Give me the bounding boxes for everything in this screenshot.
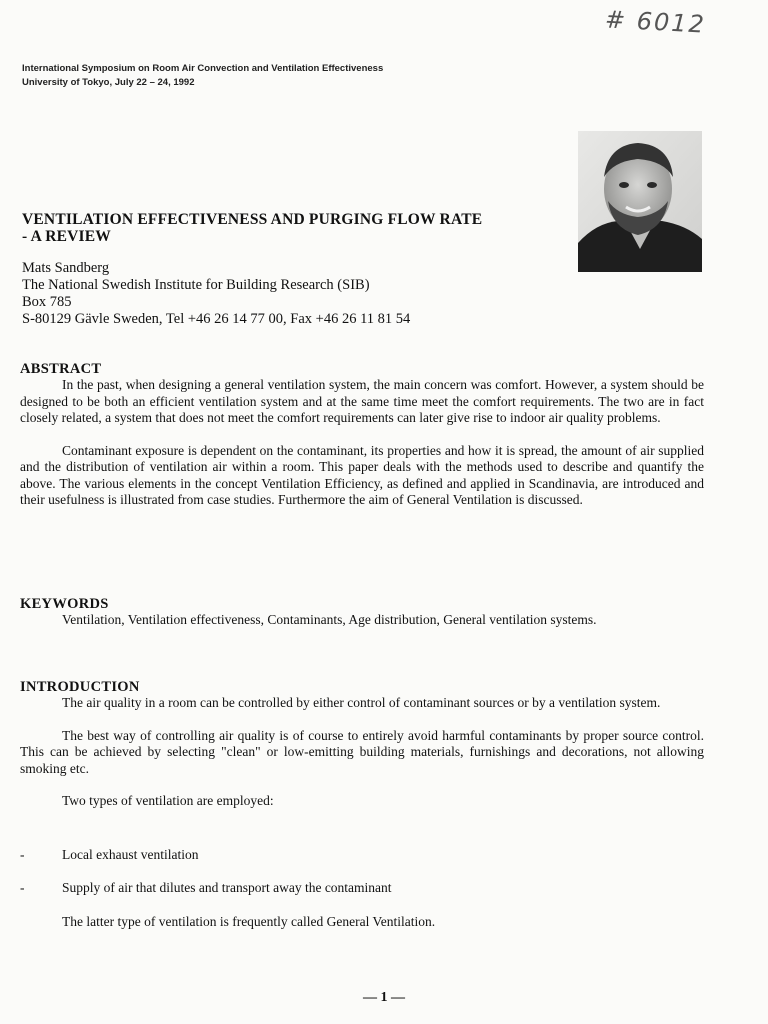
author-name: Mats Sandberg <box>22 260 110 276</box>
abstract-section <box>20 361 704 509</box>
list-item-supply-air: Supply of air that dilutes and transport away the contaminant <box>62 880 392 895</box>
page-number: — 1 — <box>363 990 405 1005</box>
author-address: S-80129 Gävle Sweden, Tel +46 26 14 77 00, Fax +46 26 11 81 54 <box>22 311 411 327</box>
introduction-paragraph-1: The air quality in a room can be controlled by either control of contaminant sources or by a ventilation system. <box>62 695 661 710</box>
author-block <box>22 260 562 328</box>
author-box: Box 785 <box>22 294 72 310</box>
list-dash: - <box>20 880 25 895</box>
handwritten-note: # 6012 <box>604 5 707 39</box>
paper-title <box>22 211 567 245</box>
abstract-heading: ABSTRACT <box>20 361 102 377</box>
keywords-text: Ventilation, Ventilation effectiveness, Contaminants, Age distribution, General ventilation systems. <box>62 612 597 627</box>
author-institute: The National Swedish Institute for Building Research (SIB) <box>22 277 370 293</box>
title-line-1: VENTILATION EFFECTIVENESS AND PURGING FLOW RATE <box>22 211 483 228</box>
conference-line-1: International Symposium on Room Air Convection and Ventilation Effectiveness <box>22 63 384 74</box>
introduction-closing <box>20 914 704 931</box>
conference-line-2: University of Tokyo, July 22 – 24, 1992 <box>22 77 195 88</box>
introduction-section <box>20 679 704 810</box>
conference-header <box>22 62 383 90</box>
list-dash: - <box>20 847 25 862</box>
abstract-paragraph-1: In the past, when designing a general ventilation system, the main concern was comfort. However, a system should be designed to be both an efficient ventilation system and at the same time meet the comfort requirements. The two are in fact closely related, a system that does not meet the comfort requirements can later give rise to indoor air quality problems. <box>20 377 704 425</box>
list-item-local-exhaust: Local exhaust ventilation <box>62 847 199 862</box>
abstract-paragraph-2: Contaminant exposure is dependent on the contaminant, its properties and how it is spread, the amount of air supplied and the distribution of ventilation air within a room. This paper deals with the methods used to describe and quantify the above. The various elements in the concept Ventilation Efficiency, as defined and applied in Scandinavia, are introduced and their usefulness is illustrated from case studies. Furthermore the aim of General Ventilation is discussed. <box>20 442 704 507</box>
introduction-heading: INTRODUCTION <box>20 679 140 695</box>
introduction-paragraph-3: Two types of ventilation are employed: <box>62 793 274 808</box>
keywords-section <box>20 596 704 629</box>
author-photo <box>578 131 702 272</box>
introduction-paragraph-4: The latter type of ventilation is frequently called General Ventilation. <box>62 914 436 929</box>
keywords-heading: KEYWORDS <box>20 596 109 612</box>
title-line-2: - A REVIEW <box>22 228 111 245</box>
introduction-paragraph-2: The best way of controlling air quality is of course to entirely avoid harmful contaminants by proper source control. This can be achieved by selecting "clean" or low-emitting building materials, furnishings and decorations, not allowing smoking etc. <box>20 727 704 776</box>
